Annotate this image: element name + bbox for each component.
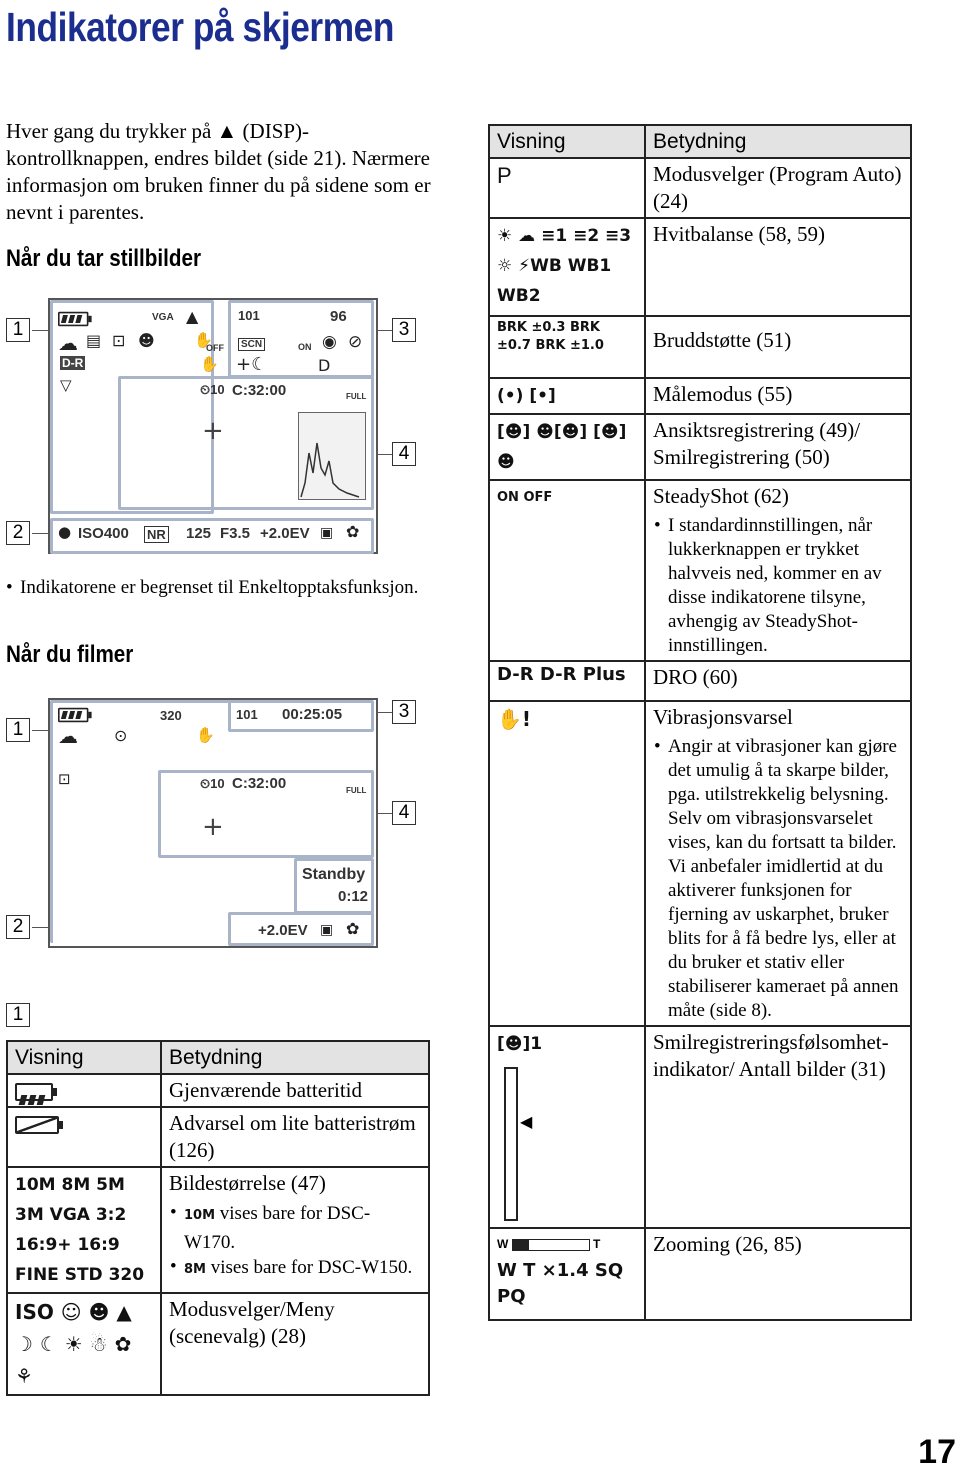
flash-plus-icon: +☾: [236, 354, 268, 375]
iso-value: ISO400: [78, 525, 129, 542]
row-meaning: Bildestørrelse (47): [169, 1171, 326, 1195]
recording-time: 00:25:05: [282, 706, 343, 723]
memory-full: FULL: [346, 392, 367, 401]
row-meaning: Hvitbalanse (58, 59): [645, 218, 911, 316]
zoom-indicators: W T ×1.4 SQ PQ: [497, 1260, 624, 1307]
date-time: C:32:00: [232, 775, 287, 792]
section-1-label: 1: [6, 1003, 30, 1027]
callout-2: 2: [6, 521, 30, 545]
row-meaning: Smilregistreringsfølsomhet-indikator/ Antall bilder (31): [645, 1026, 911, 1228]
aperture: F3.5: [220, 525, 251, 542]
macro-icon: ✿: [346, 522, 360, 541]
af-crosshair-icon: +: [202, 812, 224, 842]
list-item: • Angir at vibrasjoner kan gjøre det umulig å ta skarpe bilder, pga. utilstrekkelig belysning. Selv om vibrasjonsvarselet vises, kan du fortsatt ta bilder. Vi anbefaler imidlertid at du aktiverer funksjonen for fjerning av uskarphet, bruker blits for å få bedre lys, eller at du bruker et stativ eller stabiliserer kameraet på annen måte (side 8).: [668, 735, 903, 1023]
remaining-shots: 96: [330, 308, 347, 325]
row-meaning: Målemodus (55): [645, 378, 911, 414]
row-meaning: Zooming (26, 85): [645, 1228, 911, 1320]
vibration-warning-icon: ✋: [200, 355, 219, 373]
table-row: [489, 414, 911, 480]
self-timer: ⏲10: [200, 382, 225, 397]
column-header-visning: Visning: [489, 125, 645, 158]
table-row: [7, 1107, 429, 1167]
dro-icons: D-R D-R Plus: [489, 661, 645, 701]
row-meaning: Modusvelger/Meny (scenevalg) (28): [161, 1293, 429, 1395]
exposure-value: +2.0EV: [260, 525, 310, 542]
histogram: [298, 412, 366, 500]
table-row: [489, 218, 911, 316]
nr-indicator: NR: [144, 526, 169, 543]
list-item: • I standardinnstillingen, når lukkerknappen er trykket halvveis ned, kommer en av disse indikatorene tilsyne, avhengig av SteadyShot-innstillingen.: [668, 514, 903, 658]
table-row: [489, 316, 911, 378]
table-row: [489, 1228, 911, 1320]
white-balance-icons: ☀ ☁ ≡1 ≡2 ≡3 ☼ ⚡WB WB1 WB2: [489, 218, 645, 316]
image-size-8m-icon: 8M: [184, 1262, 206, 1277]
landscape-icon: ☁: [58, 724, 78, 748]
red-eye-icon: ◉: [322, 332, 337, 352]
table-row: [7, 1074, 429, 1107]
metering-icons: (•) [•]: [489, 378, 645, 414]
program-mode-icon: P: [489, 158, 645, 218]
metering-icon: ⊙: [114, 726, 128, 745]
image-size-vga: VGA: [152, 312, 174, 323]
callout-1: 1: [6, 718, 30, 742]
flash-on: ON: [298, 342, 312, 352]
face-smile-detect-icons: [☻] ☻[☻] [☻]☻: [489, 414, 645, 480]
table-row: [489, 158, 911, 218]
face-detect-icon: ☻: [138, 331, 155, 350]
spot-metering-icon: ⊡: [112, 331, 126, 350]
callout-2: 2: [6, 915, 30, 939]
table-row: [489, 480, 911, 661]
table-row: [7, 1167, 429, 1293]
macro-icon: ✿: [346, 919, 360, 938]
record-icon: ●: [58, 523, 72, 541]
row-meaning: SteadyShot (62): [653, 484, 789, 508]
row-meaning: Ansiktsregistrering (49)/ Smilregistrering (50): [645, 414, 911, 480]
battery-full-icon: [7, 1074, 161, 1107]
row-meaning: DRO (60): [645, 661, 911, 701]
table-row: [7, 1293, 429, 1395]
flash-off-icon: ⊘: [348, 332, 363, 352]
battery-icon: [58, 310, 96, 328]
landscape-icon: ☁: [58, 331, 78, 355]
callout-4: 4: [392, 442, 416, 466]
list-item: • 10M vises bare for DSC-W170.: [184, 1201, 421, 1255]
steadyshot-off-icon: ✋: [196, 726, 215, 744]
shutter-speed: 125: [186, 525, 212, 542]
folder-number: 101: [238, 308, 260, 323]
column-header-betydning: Betydning: [161, 1041, 429, 1074]
movie-heading: Når du filmer: [6, 641, 134, 668]
scene-icon: ▲: [186, 307, 199, 326]
zoom-bar-icon: W T: [497, 1237, 601, 1251]
steadyshot-icon: ✋: [194, 331, 213, 349]
right-indicator-table: [488, 124, 912, 1321]
table-row: [489, 661, 911, 701]
callout-3: 3: [392, 318, 416, 342]
af-range-icon: ▣: [320, 922, 334, 938]
intro-text: Hver gang du trykker på ▲ (DISP)-kontrollknappen, endres bildet (side 21). Nærmere informasjon om bruken finner du på sidene som er nevnt i parentes.: [6, 119, 431, 224]
memory-full: FULL: [346, 786, 367, 795]
note-bullet: • Indikatorene er begrenset til Enkeltopptaksfunksjon.: [6, 577, 419, 598]
callout-4: 4: [392, 801, 416, 825]
row-meaning: Bruddstøtte (51): [645, 316, 911, 378]
steadyshot-icons: ON OFF: [489, 480, 645, 661]
movie-size: 320: [160, 708, 182, 723]
battery-icon: [58, 706, 96, 724]
row-meaning: Gjenværende batteritid: [161, 1074, 429, 1107]
white-balance-icon: D: [318, 356, 331, 375]
battery-empty-icon: [7, 1107, 161, 1167]
page-title: Indikatorer på skjermen: [6, 4, 394, 50]
date-time: C:32:00: [232, 382, 287, 399]
bracket-icons: BRK ±0.3 BRK ±0.7 BRK ±1.0: [489, 316, 645, 378]
scene-mode-icons: ISO ☺ ☻ ▲ ☽ ☾ ☀ ☃ ✿ ⚘: [7, 1293, 161, 1395]
af-crosshair-icon: +: [202, 416, 224, 446]
table-row: [489, 378, 911, 414]
smile-sensitivity-meter: [504, 1067, 518, 1221]
vibration-warning-icon: ✋!: [489, 701, 645, 1026]
image-size-10m-icon: 10M: [184, 1208, 216, 1223]
movie-mode-icon: ▽: [60, 376, 72, 394]
meter-pointer-icon: ◀: [520, 1114, 533, 1131]
standby-label: Standby: [302, 866, 366, 883]
row-meaning: Vibrasjonsvarsel: [653, 705, 793, 729]
movie-mode-icon: ⊡: [58, 770, 71, 788]
column-header-betydning: Betydning: [645, 125, 911, 158]
scn-indicator: SCN: [238, 338, 265, 351]
steadyshot-off: OFF: [206, 343, 224, 353]
left-indicator-table: [6, 1040, 430, 1396]
callout-1: 1: [6, 318, 30, 342]
stills-heading: Når du tar stillbilder: [6, 245, 201, 272]
list-item: • 8M vises bare for DSC-W150.: [184, 1255, 421, 1285]
column-header-visning: Visning: [7, 1041, 161, 1074]
folder-number: 101: [236, 707, 258, 722]
exposure-value: +2.0EV: [258, 922, 308, 939]
table-row: [489, 701, 911, 1026]
smile-sensitivity-icon: [☻]1: [497, 1034, 543, 1054]
dro-indicator: D-R: [62, 356, 84, 370]
elapsed-time: 0:12: [338, 888, 369, 905]
row-meaning: Advarsel om lite batteristrøm (126): [161, 1107, 429, 1167]
page-number: 17: [918, 1433, 956, 1471]
callout-3: 3: [392, 700, 416, 724]
table-row: [489, 1026, 911, 1228]
af-range-icon: ▣: [320, 525, 334, 541]
image-size-icons: 10M 8M 5M 3M VGA 3:2 16:9+ 16:9 FINE STD 320: [7, 1167, 161, 1293]
self-timer: ⏲10: [200, 776, 225, 791]
burst-icon: ▤: [86, 331, 102, 350]
row-meaning: Modusvelger (Program Auto) (24): [645, 158, 911, 218]
